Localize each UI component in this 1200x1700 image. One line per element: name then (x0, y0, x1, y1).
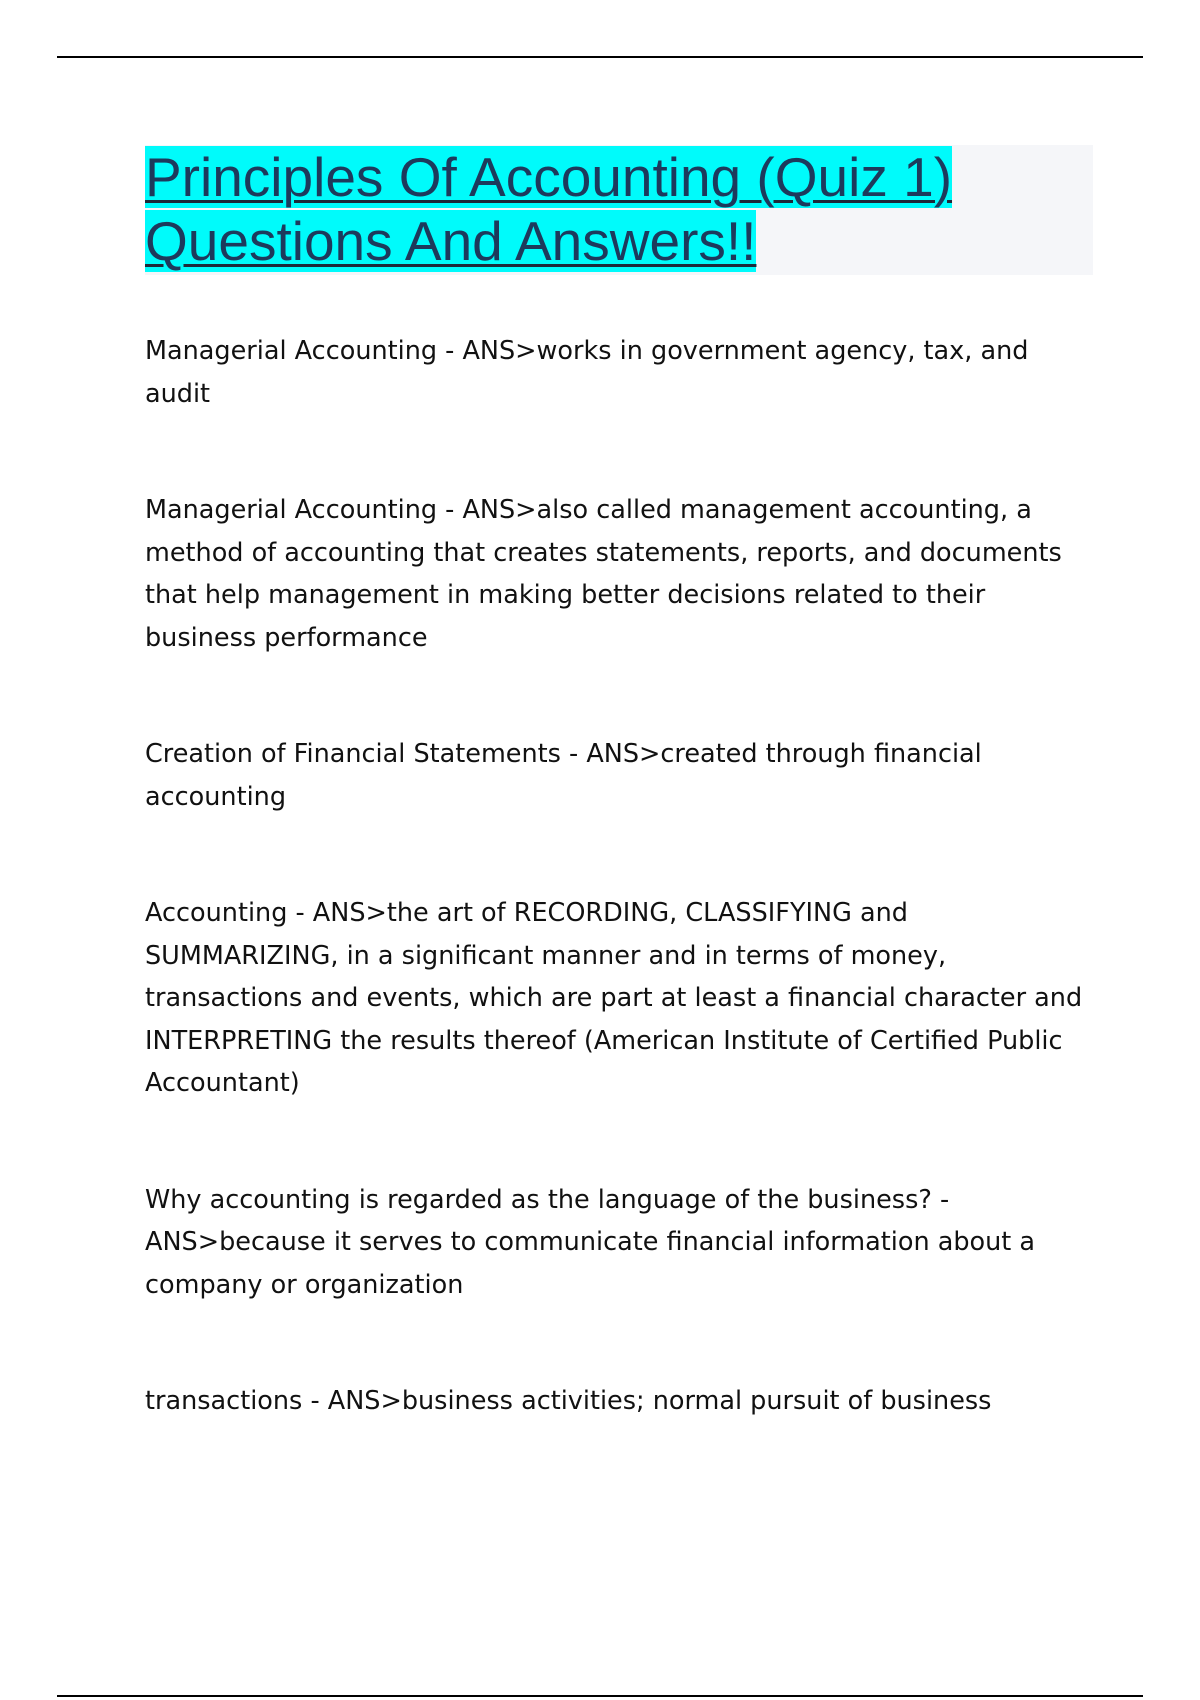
document-title (145, 145, 1093, 273)
qa-item: Managerial Accounting - ANS>also called management accounting, a method of accounting that creates statements, reports, and documents that help management in making better decisions related to their business performance (145, 495, 1062, 653)
qa-item: Why accounting is regarded as the language of the business? - ANS>because it serves to communicate financial information about a company or organization (145, 1184, 1036, 1300)
qa-item: transactions - ANS>business activities; normal pursuit of business (145, 1386, 992, 1416)
top-rule (57, 56, 1143, 58)
title-line-1: Principles Of Accounting (Quiz 1) (145, 146, 953, 208)
qa-item: Managerial Accounting - ANS>works in government agency, tax, and audit (145, 336, 1029, 409)
qa-item: Creation of Financial Statements - ANS>created through financial accounting (145, 739, 982, 812)
title-line-2: Questions And Answers!! (145, 210, 757, 272)
qa-item: Accounting - ANS>the art of RECORDING, CLASSIFYING and SUMMARIZING, in a significant manner and in terms of money, transactions and events, which are part at least a financial character and INTERPRETING the results thereof (American Institute of Certified Public Accountant) (145, 898, 1083, 1098)
qa-list (145, 330, 1090, 1423)
title-block (145, 145, 1093, 275)
bottom-rule (57, 1695, 1143, 1697)
